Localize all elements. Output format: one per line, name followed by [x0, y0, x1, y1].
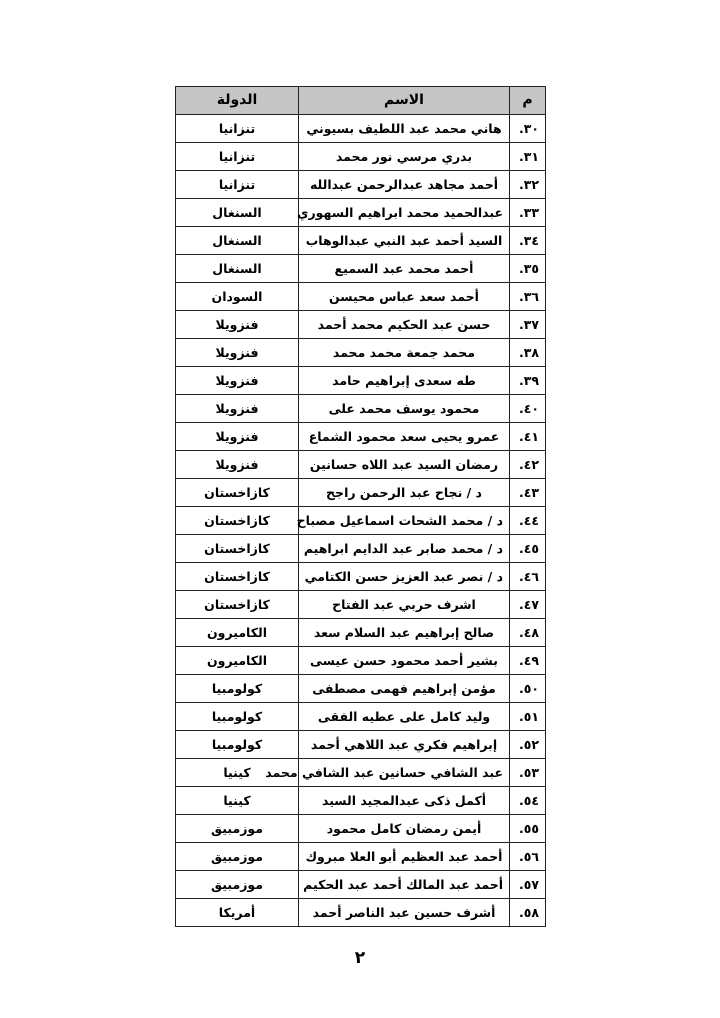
table-row	[176, 255, 546, 283]
table-row	[176, 843, 546, 871]
row-name: عبدالحميد محمد ابراهيم السهوري	[299, 199, 510, 227]
row-number: ٥٣.	[510, 759, 546, 787]
row-name: د / نجاح عبد الرحمن راجح	[299, 479, 510, 507]
row-number: ٥٥.	[510, 815, 546, 843]
row-number: ٣٤.	[510, 227, 546, 255]
row-country: موزمبيق	[176, 843, 299, 871]
row-country: السنغال	[176, 255, 299, 283]
table-row	[176, 451, 546, 479]
row-country: فنزويلا	[176, 367, 299, 395]
row-number: ٣٥.	[510, 255, 546, 283]
table-row	[176, 507, 546, 535]
row-name: عبد الشافي حسانين عبد الشافي محمد	[299, 759, 510, 787]
header-name: الاسم	[299, 87, 510, 115]
row-number: ٤٩.	[510, 647, 546, 675]
table-row	[176, 479, 546, 507]
row-name: إبراهيم فكري عبد اللاهي أحمد	[299, 731, 510, 759]
row-country: أمريكا	[176, 899, 299, 927]
row-name: رمضان السيد عبد اللاه حسانين	[299, 451, 510, 479]
row-number: ٤٠.	[510, 395, 546, 423]
table-row	[176, 283, 546, 311]
table-row	[176, 619, 546, 647]
row-number: ٤٤.	[510, 507, 546, 535]
table-row	[176, 395, 546, 423]
row-name: أحمد عبد العظيم أبو العلا مبروك	[299, 843, 510, 871]
row-number: ٣٨.	[510, 339, 546, 367]
table-row	[176, 815, 546, 843]
row-name: د / نصر عبد العزيز حسن الكتامي	[299, 563, 510, 591]
row-name: أحمد مجاهد عبدالرحمن عبدالله	[299, 171, 510, 199]
row-country: كينيا	[176, 759, 299, 787]
row-name: بشير أحمد محمود حسن عيسى	[299, 647, 510, 675]
row-country: الكاميرون	[176, 619, 299, 647]
row-number: ٤٥.	[510, 535, 546, 563]
table-row	[176, 591, 546, 619]
table-row	[176, 535, 546, 563]
row-name: عمرو يحيى سعد محمود الشماع	[299, 423, 510, 451]
row-name: اشرف حربي عبد الفتاح	[299, 591, 510, 619]
row-number: ٣٢.	[510, 171, 546, 199]
row-name: أشرف حسين عبد الناصر أحمد	[299, 899, 510, 927]
row-country: موزمبيق	[176, 815, 299, 843]
row-name: د / محمد الشحات اسماعيل مصباح	[299, 507, 510, 535]
row-country: الكاميرون	[176, 647, 299, 675]
row-country: فنزويلا	[176, 339, 299, 367]
row-name: هاني محمد عبد اللطيف بسيوني	[299, 115, 510, 143]
row-country: كولومبيا	[176, 703, 299, 731]
row-country: موزمبيق	[176, 871, 299, 899]
row-number: ٥٠.	[510, 675, 546, 703]
row-name: محمود يوسف محمد على	[299, 395, 510, 423]
row-country: فنزويلا	[176, 423, 299, 451]
table-row	[176, 647, 546, 675]
row-country: السنغال	[176, 227, 299, 255]
row-country: تنزانيا	[176, 143, 299, 171]
row-country: كولومبيا	[176, 731, 299, 759]
row-number: ٤١.	[510, 423, 546, 451]
row-country: كازاخستان	[176, 479, 299, 507]
row-name: أحمد عبد المالك أحمد عبد الحكيم	[299, 871, 510, 899]
row-name: أحمد سعد عباس محيسن	[299, 283, 510, 311]
table-row	[176, 171, 546, 199]
row-country: كولومبيا	[176, 675, 299, 703]
row-number: ٣٧.	[510, 311, 546, 339]
row-country: السنغال	[176, 199, 299, 227]
table-row	[176, 563, 546, 591]
row-country: كازاخستان	[176, 591, 299, 619]
table-header	[176, 87, 546, 115]
table-row	[176, 423, 546, 451]
table-row	[176, 899, 546, 927]
row-number: ٤٢.	[510, 451, 546, 479]
table-row	[176, 143, 546, 171]
row-number: ٤٣.	[510, 479, 546, 507]
row-country: تنزانيا	[176, 115, 299, 143]
row-country: فنزويلا	[176, 311, 299, 339]
row-country: كازاخستان	[176, 535, 299, 563]
row-name: مؤمن إبراهيم فهمى مصطفى	[299, 675, 510, 703]
row-name: محمد جمعة محمد محمد	[299, 339, 510, 367]
row-name: بدري مرسي نور محمد	[299, 143, 510, 171]
table-row	[176, 311, 546, 339]
row-name: السيد أحمد عبد النبي عبدالوهاب	[299, 227, 510, 255]
row-name: أحمد محمد عبد السميع	[299, 255, 510, 283]
row-name: طه سعدى إبراهيم حامد	[299, 367, 510, 395]
row-country: كينيا	[176, 787, 299, 815]
table-row	[176, 759, 546, 787]
row-number: ٥٨.	[510, 899, 546, 927]
row-country: تنزانيا	[176, 171, 299, 199]
row-number: ٣٩.	[510, 367, 546, 395]
row-number: ٥٢.	[510, 731, 546, 759]
row-number: ٥١.	[510, 703, 546, 731]
table-row	[176, 115, 546, 143]
header-country: الدولة	[176, 87, 299, 115]
row-name: صالح إبراهيم عبد السلام سعد	[299, 619, 510, 647]
row-number: ٥٦.	[510, 843, 546, 871]
row-number: ٤٦.	[510, 563, 546, 591]
table-row	[176, 703, 546, 731]
row-number: ٣٦.	[510, 283, 546, 311]
row-country: كازاخستان	[176, 563, 299, 591]
row-name: أيمن رمضان كامل محمود	[299, 815, 510, 843]
row-number: ٤٧.	[510, 591, 546, 619]
row-country: كازاخستان	[176, 507, 299, 535]
row-name: أكمل ذكى عبدالمجيد السيد	[299, 787, 510, 815]
roster-table	[175, 86, 546, 927]
header-row	[176, 87, 546, 115]
table-row	[176, 367, 546, 395]
row-number: ٥٤.	[510, 787, 546, 815]
table-body	[176, 115, 546, 927]
row-number: ٣١.	[510, 143, 546, 171]
table-row	[176, 675, 546, 703]
row-name: حسن عبد الحكيم محمد أحمد	[299, 311, 510, 339]
table-row	[176, 199, 546, 227]
row-country: السودان	[176, 283, 299, 311]
table-row	[176, 227, 546, 255]
row-country: فنزويلا	[176, 451, 299, 479]
page-number: ٢	[354, 948, 366, 968]
table-row	[176, 871, 546, 899]
row-number: ٣٣.	[510, 199, 546, 227]
table-row	[176, 339, 546, 367]
table-row	[176, 731, 546, 759]
row-number: ٤٨.	[510, 619, 546, 647]
row-name: د / محمد صابر عبد الدايم ابراهيم	[299, 535, 510, 563]
header-number: م	[510, 87, 546, 115]
row-number: ٥٧.	[510, 871, 546, 899]
row-country: فنزويلا	[176, 395, 299, 423]
table-row	[176, 787, 546, 815]
row-number: ٣٠.	[510, 115, 546, 143]
row-name: وليد كامل على عطيه الفقى	[299, 703, 510, 731]
